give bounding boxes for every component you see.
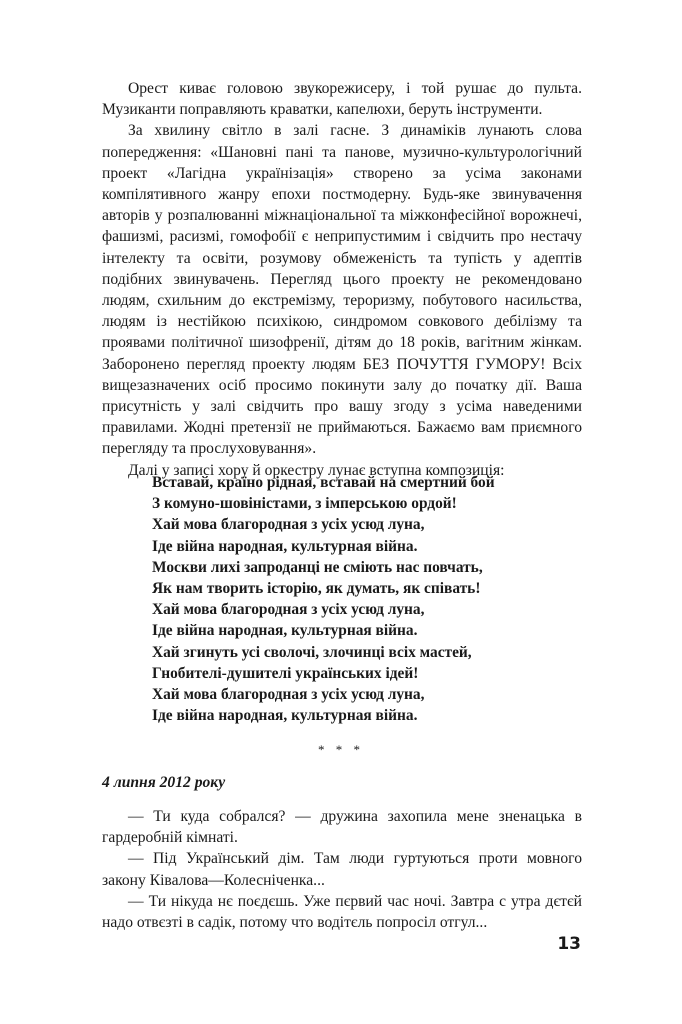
poem-line: Москви лихі запроданці не сміють нас повчать, [152,558,483,576]
paragraph-intro: Далі у записі хору й оркестру лунає вступна композиція: [128,461,505,479]
dialog-line: — Ти нікуда нє поєдєшь. Уже пєрвий час ночі. Завтра с утра дєтєй надо отвєзті в садік, потому что водітєль попросіл отгул... [102,892,582,932]
poem-line: Хай згинуть усі сволочі, злочинці всіх мастей, [152,643,472,661]
dialog-line: — Під Український дім. Там люди гуртуються проти мовного закону Ківалова—Колесніченка... [102,850,582,889]
poem-line: Хай мова благородная з усіх усюд луна, [152,601,425,619]
poem-block [152,472,572,726]
section-separator: * * * [318,742,364,757]
poem-line: Іде війна народная, культурная війна. [152,622,418,640]
poem-line: Гнобителі-душителі українських ідей! [152,664,419,682]
paragraph-orest: Орест киває головою звукорежисеру, і той рушає до пульта. Музиканти поправляють краватки, капелюхи, беруть інструменти. [102,80,582,119]
date-heading: 4 липня 2012 року [102,774,226,791]
poem-line: З комуно-шовіністами, з імперською ордой! [152,495,457,513]
poem-line: Іде війна народная, культурная війна. [152,537,418,555]
poem-line: Хай мова благородная з усіх усюд луна, [152,516,425,534]
poem-line: Вставай, країно рідная, вставай на смертний бой [152,474,495,491]
paragraph-warning: За хвилину світло в залі гасне. З динаміків лунають слова попередження: «Шановні пані та панове, музично-культурологічний проект «Лагідна українізація» створено за усіма законами компілятивного жанру епохи постмодерну. Будь-яке звинувачення авторів у розпалюванні міжнаціональної та міжконфесійної ворожнечі, фашизмі, расизмі, гомофобії є неприпустимим і свідчить про нестачу інтелекту та освіти, розумову обмеженість та тупість у адептів подібних звинувачень. Перегляд цього проекту не рекомендовано людям, схильним до екстремізму, тероризму, побутового насильства, людям із нестійкою психікою, синдромом совкового дебілізму та проявами політичної шизофренії, дітям до 18 років, вагітним жінкам. Заборонено перегляд проекту людям БЕЗ ПОЧУТТЯ ГУМОРУ! Всіх вищезазначених осіб просимо покинути залу до початку дії. Ваша присутність у залі свідчить про вашу згоду з усіма наведеними правилами. Жодні претензії не приймаються. Бажаємо вам приємного перегляду та прослуховування». [102,122,582,458]
prose-block [102,78,582,481]
dialog-line: — Ти куда собрался? — дружина захопила мене зненацька в гардеробній кімнаті. [102,808,582,847]
poem-line: Хай мова благородная з усіх усюд луна, [152,686,425,704]
page-number: 13 [557,934,581,954]
poem-line: Як нам творить історію, як думать, як співать! [152,580,481,598]
dialog-block [102,806,582,933]
poem-line: Іде війна народная, культурная війна. [152,707,418,725]
